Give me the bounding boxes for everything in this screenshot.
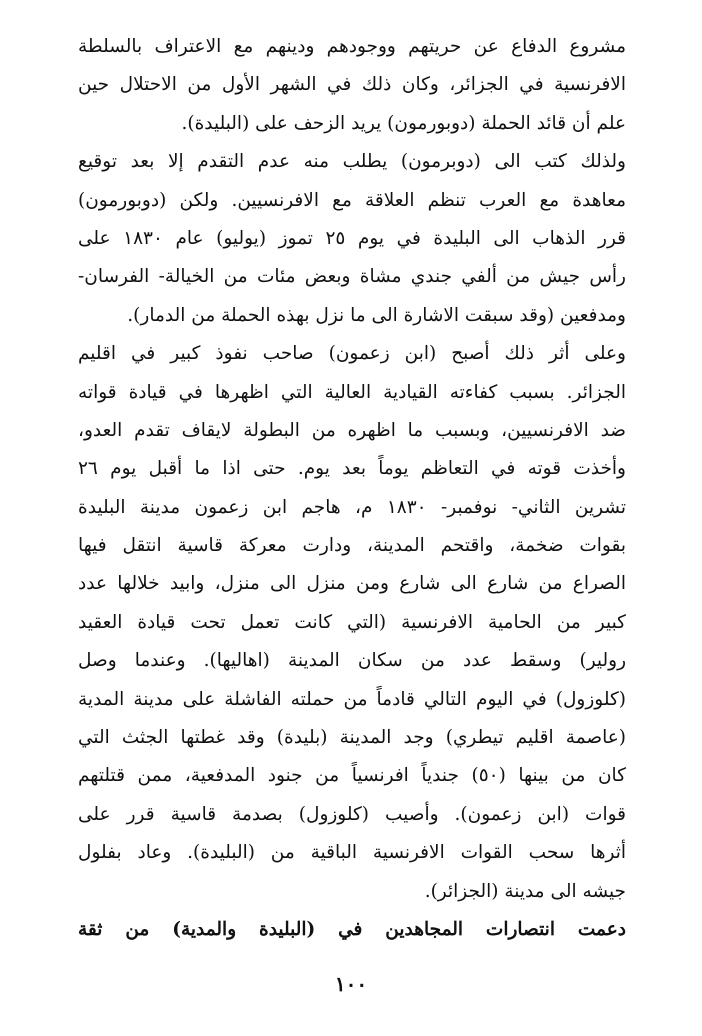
text-line-9: وعلى أثر ذلك أصبح (ابن زعمون) صاحب نفوذ كبير في اقليم — [78, 343, 626, 365]
text-line-4: ولذلك كتب الى (دوبرمون) يطلب منه عدم التقدم إلا بعد توقيع — [78, 151, 626, 173]
text-line-7: رأس جيش من ألفي جندي مشاة وبعض مئات من الخيالة- الفرسان- — [78, 266, 626, 288]
text-line-13: تشرين الثاني- نوفمبر- ١٨٣٠ م، هاجم ابن زعمون مدينة البليدة — [78, 496, 626, 518]
text-line-2: الافرنسية في الجزائر، وكان ذلك في الشهر الأول من الاحتلال حين — [78, 74, 626, 96]
text-line-1: مشروع الدفاع عن حريتهم ووجودهم ودينهم مع الاعتراف بالسلطة — [78, 36, 626, 57]
text-line-6: قرر الذهاب الى البليدة في يوم ٢٥ تموز (يوليو) عام ١٨٣٠ على — [78, 227, 626, 249]
text-line-21: قوات (ابن زعمون). وأصيب (كلوزول) بصدمة قاسية قرر على — [78, 803, 626, 825]
text-line-11: ضد الافرنسيين، وبسبب ما اظهره من البطولة لايقاف تقدم العدو، — [78, 419, 626, 441]
text-line-17: رولير) وسقط عدد من سكان المدينة (اهاليها). وعندما وصل — [78, 650, 626, 672]
text-line-5: معاهدة مع العرب تنظم العلاقة مع الافرنسيين. ولكن (دوبورمون) — [78, 189, 626, 211]
text-line-22: أثرها سحب القوات الافرنسية الباقية من (البليدة). وعاد بفلول — [78, 842, 626, 864]
text-line-14: بقوات ضخمة، واقتحم المدينة، ودارت معركة قاسية انتقل فيها — [78, 535, 626, 557]
body-text — [78, 28, 626, 949]
text-line-18: (كلوزول) في اليوم التالي قادماً من حملته الفاشلة على مدينة المدية — [78, 688, 626, 710]
text-line-23: جيشه الى مدينة (الجزائر). — [424, 880, 626, 902]
text-line-10: الجزائر. بسبب كفاءته القيادية العالية التي اظهرها في قيادة قواته — [78, 381, 626, 403]
section-heading-line: دعمت انتصارات المجاهدين في (البليدة والمدية) من ثقة — [78, 918, 626, 940]
text-line-16: كبير من الحامية الافرنسية (التي كانت تعمل تحت قيادة العقيد — [78, 611, 626, 633]
page-number: ١٠٠ — [334, 972, 368, 996]
text-line-12: وأخذت قوته في التعاظم يوماً بعد يوم. حتى اذا ما أقبل يوم ٢٦ — [78, 458, 626, 480]
text-line-8: ومدفعين (وقد سبقت الاشارة الى ما نزل بهذه الحملة من الدمار). — [127, 304, 626, 326]
text-line-20: كان من بينها (٥٠) جندياً افرنسياً من جنود المدفعية، ممن قتلتهم — [78, 765, 626, 787]
text-line-3: علم أن قائد الحملة (دوبورمون) يريد الزحف على (البليدة). — [181, 112, 626, 134]
text-line-15: الصراع من شارع الى شارع ومن منزل الى منزل، وابيد خلالها عدد — [78, 573, 626, 595]
text-line-19: (عاصمة اقليم تيطري) وجد المدينة (بليدة) وقد غطتها الجثث التي — [78, 727, 626, 749]
